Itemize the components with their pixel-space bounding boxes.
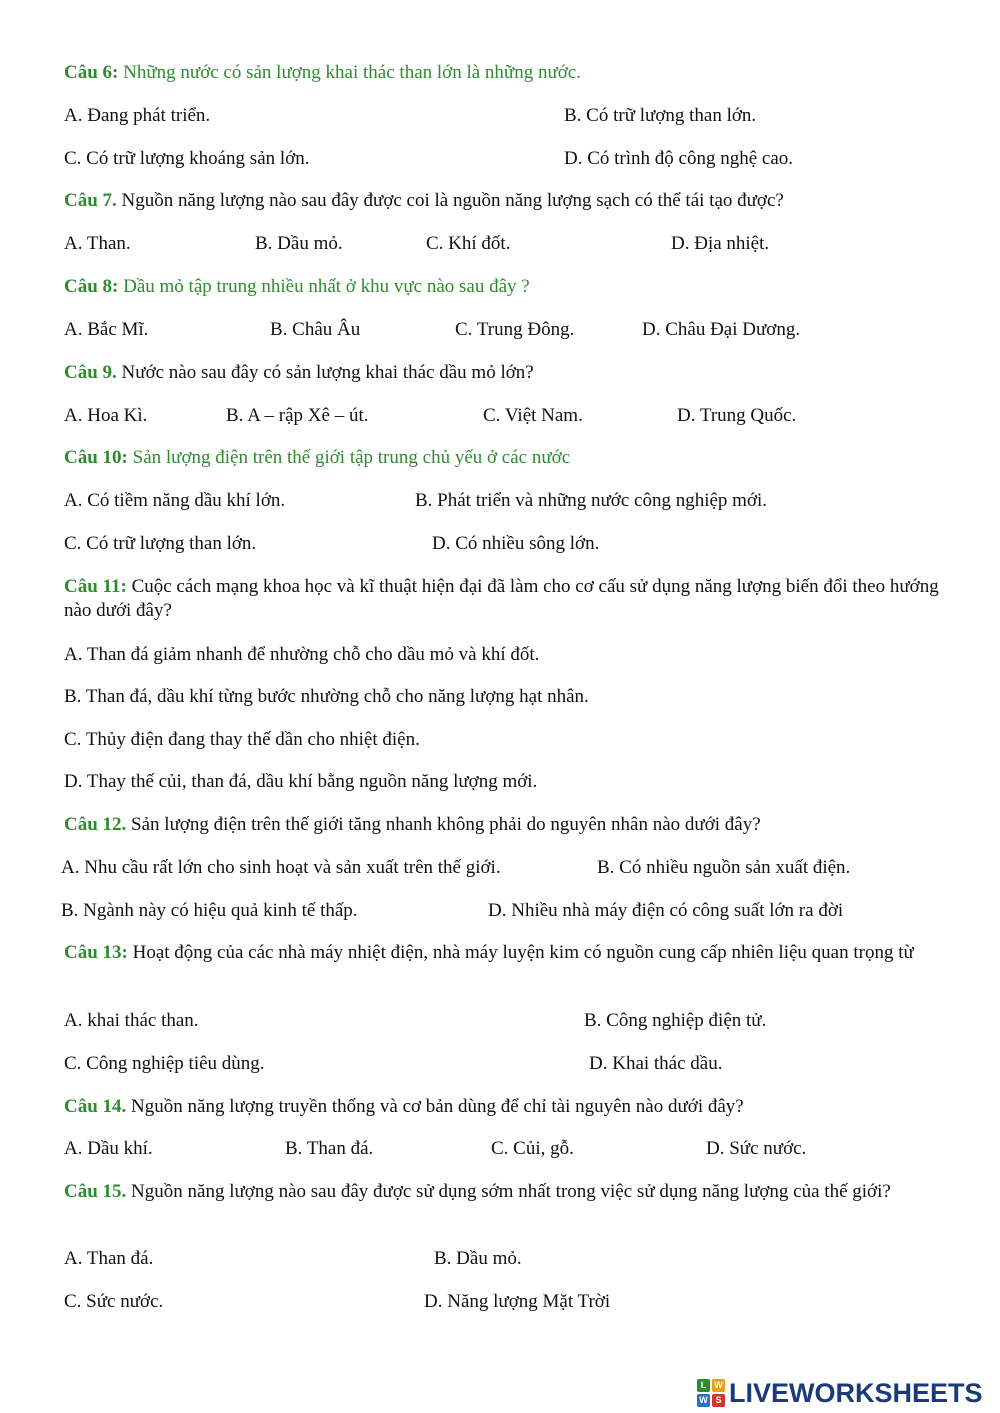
question-11: [64, 575, 942, 623]
option-c[interactable]: C. Có trữ lượng than lớn.: [64, 533, 257, 554]
question-number: Câu 13:: [64, 942, 128, 963]
option-b[interactable]: B. Công nghiệp điện tử.: [584, 1010, 767, 1031]
option-d[interactable]: D. Thay thế củi, than đá, dầu khí bằng nguồn năng lượng mới.: [64, 771, 538, 792]
option-d[interactable]: D. Địa nhiệt.: [671, 233, 770, 254]
question-number: Câu 9.: [64, 362, 117, 383]
option-a[interactable]: A. Có tiềm năng dầu khí lớn.: [64, 490, 286, 511]
question-number: Câu 6:: [64, 62, 119, 83]
option-b[interactable]: B. Dầu mỏ.: [255, 233, 343, 254]
question-text: Sản lượng điện trên thế giới tập trung chủ yếu ở các nước: [127, 447, 571, 468]
question-text: Nước nào sau đây có sản lượng khai thác dầu mỏ lớn?: [116, 362, 534, 383]
option-b[interactable]: B. Có trữ lượng than lớn.: [564, 105, 757, 126]
question-text: Nguồn năng lượng nào sau đây được coi là nguồn năng lượng sạch có thể tái tạo được?: [116, 190, 784, 211]
logo-mark-icon: L W W S: [697, 1379, 725, 1407]
question-12: [64, 813, 964, 837]
question-14: [64, 1095, 964, 1119]
option-d[interactable]: D. Trung Quốc.: [677, 405, 797, 426]
option-d[interactable]: D. Nhiều nhà máy điện có công suất lớn ra đời: [488, 900, 844, 921]
option-d[interactable]: D. Có nhiều sông lớn.: [432, 533, 600, 554]
question-7: [64, 189, 964, 213]
question-number: Câu 14.: [64, 1096, 127, 1117]
option-b[interactable]: B. Phát triển và những nước công nghiệp mới.: [415, 490, 768, 511]
option-d[interactable]: D. Năng lượng Mặt Trời: [424, 1291, 611, 1312]
brand-name: LIVEWORKSHEETS: [729, 1377, 983, 1408]
question-text: Dầu mỏ tập trung nhiều nhất ở khu vực nào sau đây ?: [118, 276, 530, 297]
option-d[interactable]: D. Có trình độ công nghệ cao.: [564, 148, 794, 169]
question-text: Những nước có sản lượng khai thác than lớn là những nước.: [118, 62, 581, 83]
option-c[interactable]: C. Trung Đông.: [455, 319, 575, 340]
option-b[interactable]: B. Than đá.: [285, 1138, 374, 1159]
option-a[interactable]: A. Hoa Kì.: [64, 405, 148, 426]
question-8: [64, 275, 964, 299]
option-a[interactable]: A. khai thác than.: [64, 1010, 199, 1031]
question-number: Câu 8:: [64, 276, 119, 297]
option-a[interactable]: A. Bắc Mĩ.: [64, 319, 149, 340]
option-b[interactable]: B. A – rập Xê – út.: [226, 405, 369, 426]
option-a[interactable]: A. Nhu cầu rất lớn cho sinh hoạt và sản xuất trên thế giới.: [61, 857, 501, 878]
option-d[interactable]: D. Khai thác dầu.: [589, 1053, 723, 1074]
option-a[interactable]: A. Than.: [64, 233, 131, 254]
question-6: [64, 61, 964, 85]
question-number: Câu 7.: [64, 190, 117, 211]
question-13: [64, 941, 942, 965]
option-c[interactable]: C. Thủy điện đang thay thế dần cho nhiệt điện.: [64, 729, 420, 750]
question-text: Nguồn năng lượng truyền thống và cơ bản dùng để chỉ tài nguyên nào dưới đây?: [126, 1096, 744, 1117]
question-text: Nguồn năng lượng nào sau đây được sử dụng sớm nhất trong việc sử dụng năng lượng của thế giới?: [126, 1181, 891, 1202]
option-c[interactable]: C. Công nghiệp tiêu dùng.: [64, 1053, 265, 1074]
option-a[interactable]: A. Đang phát triển.: [64, 105, 211, 126]
question-number: Câu 12.: [64, 814, 127, 835]
option-b-2[interactable]: B. Ngành này có hiệu quả kinh tế thấp.: [61, 900, 358, 921]
question-text: Cuộc cách mạng khoa học và kĩ thuật hiện đại đã làm cho cơ cấu sử dụng năng lượng biến đổi theo hướng nào dưới đây?: [64, 576, 939, 621]
option-b[interactable]: B. Dầu mỏ.: [434, 1248, 522, 1269]
question-number: Câu 15.: [64, 1181, 127, 1202]
question-9: [64, 361, 964, 385]
question-number: Câu 11:: [64, 576, 127, 597]
question-text: Hoạt động của các nhà máy nhiệt điện, nhà máy luyện kim có nguồn cung cấp nhiên liệu quan trọng từ: [127, 942, 914, 963]
option-a[interactable]: A. Than đá giảm nhanh để nhường chỗ cho dầu mỏ và khí đốt.: [64, 644, 540, 665]
option-a[interactable]: A. Than đá.: [64, 1248, 154, 1269]
option-a[interactable]: A. Dầu khí.: [64, 1138, 153, 1159]
question-number: Câu 10:: [64, 447, 128, 468]
question-10: [64, 446, 964, 470]
question-text: Sản lượng điện trên thế giới tăng nhanh không phải do nguyên nhân nào dưới đây?: [126, 814, 761, 835]
option-c[interactable]: C. Có trữ lượng khoáng sản lớn.: [64, 148, 310, 169]
option-b[interactable]: B. Có nhiều nguồn sản xuất điện.: [597, 857, 851, 878]
option-b[interactable]: B. Than đá, dầu khí từng bước nhường chỗ cho năng lượng hạt nhân.: [64, 686, 589, 707]
option-d[interactable]: D. Châu Đại Dương.: [642, 319, 801, 340]
option-d[interactable]: D. Sức nước.: [706, 1138, 807, 1159]
option-c[interactable]: C. Việt Nam.: [483, 405, 583, 426]
liveworksheets-logo: [697, 1377, 983, 1409]
option-c[interactable]: C. Khí đốt.: [426, 233, 511, 254]
option-c[interactable]: C. Củi, gỗ.: [491, 1138, 574, 1159]
option-b[interactable]: B. Châu Âu: [270, 319, 361, 340]
question-15: [64, 1180, 942, 1204]
option-c[interactable]: C. Sức nước.: [64, 1291, 164, 1312]
